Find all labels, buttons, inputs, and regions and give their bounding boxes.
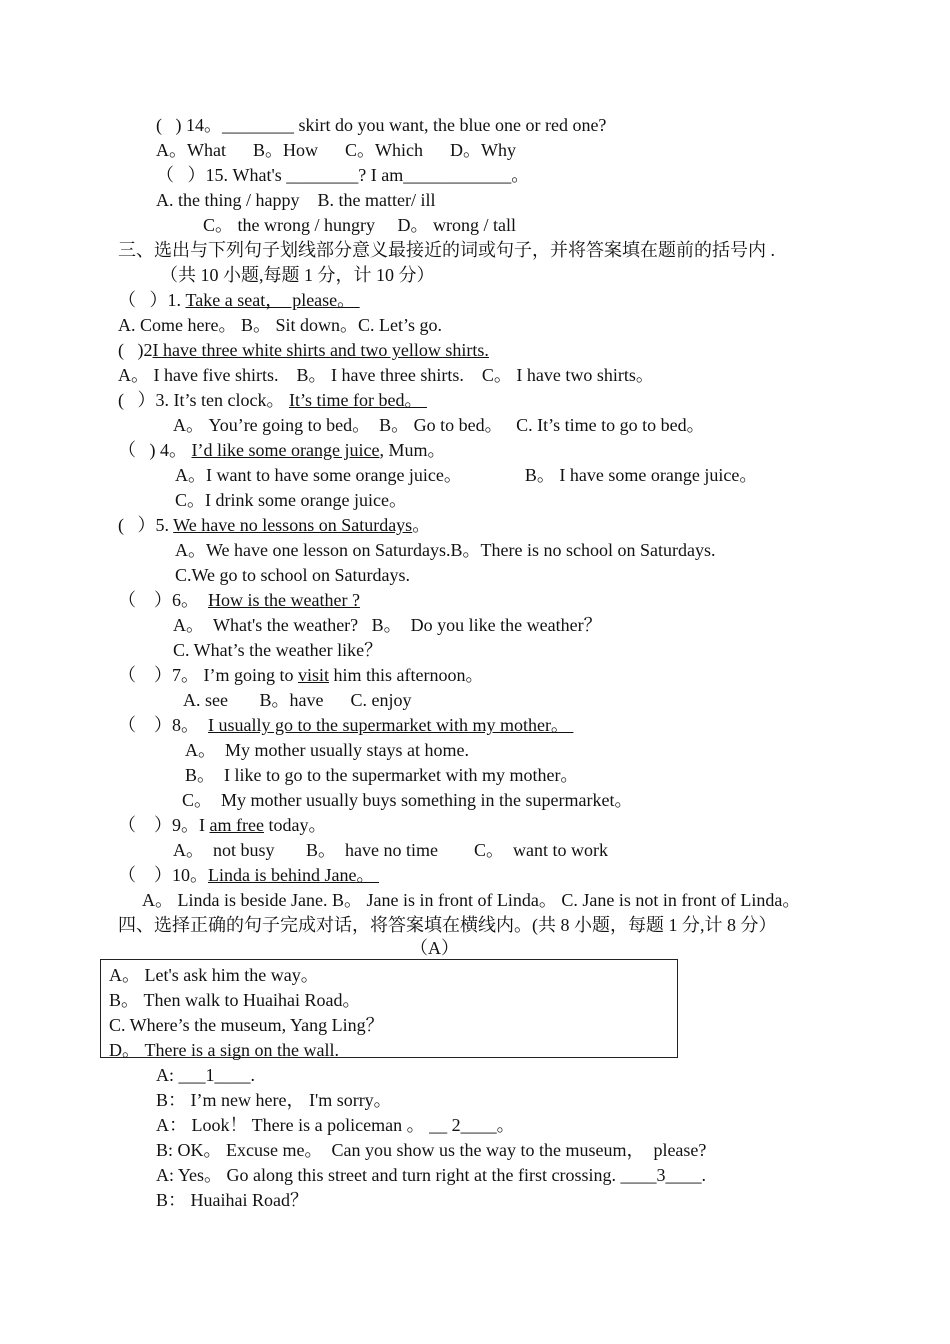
s3-q4-prefix: （ ) 4。	[118, 440, 192, 460]
s3-q5-options-c: C.We go to school on Saturdays.	[175, 565, 411, 585]
q14-stem-suffix: skirt do you want, the blue one or red one?	[298, 115, 607, 135]
s3-q7-prefix: （ ）7。 I’m going to	[118, 665, 298, 685]
dialogue-line-1: A: ___1____.	[156, 1065, 255, 1085]
question-15-options-2: C。 the wrong / hungry D。 wrong / tall	[203, 215, 516, 235]
s3-q9-stem	[118, 814, 326, 836]
s3-q7-stem	[118, 664, 484, 686]
s3-q4-suffix: , Mum。	[379, 440, 446, 460]
s3-q4-options-ab: A。I want to have some orange juice。 B。 I have some orange juice。	[175, 465, 758, 485]
dialogue-line-5: A: Yes。 Go along this street and turn right at the first crossing. ____3____.	[156, 1165, 706, 1185]
s3-q3-prefix: ( ）3. It’s ten clock。	[118, 390, 289, 410]
s3-q1-prefix: （ ）1.	[118, 290, 186, 310]
s3-q2-underlined: I have three white shirts and two yellow shirts.	[152, 340, 489, 360]
s3-q9-underlined: am free	[209, 815, 264, 835]
s3-q10-underlined: Linda is behind Jane。	[208, 865, 379, 885]
s3-q6-prefix: （ ）6。	[118, 590, 208, 610]
s3-q2-options: A。 I have five shirts. B。 I have three shirts. C。 I have two shirts。	[118, 365, 654, 385]
box-option-c: C. Where’s the museum, Yang Ling？	[109, 1015, 384, 1035]
s3-q5-suffix: 。	[412, 515, 431, 535]
s3-q9-suffix: today。	[263, 815, 327, 835]
dialogue-line-2: B： I’m new here， I'm sorry。	[156, 1090, 392, 1110]
section-3-title: 三、选出与下列句子划线部分意义最接近的词或句子，并将答案填在题前的括号内 .	[118, 240, 775, 260]
s3-q8-prefix: （ ）8。	[118, 715, 208, 735]
s3-q8-option-c: C。 My mother usually buys something in the supermarket。	[182, 790, 633, 810]
question-14-options: A。What B。How C。Which D。Why	[156, 140, 516, 160]
s3-q8-option-b: B。 I like to go to the supermarket with my mother。	[185, 765, 579, 785]
s3-q10-stem	[118, 864, 379, 886]
dialogue-line-6: B： Huaihai Road？	[156, 1190, 308, 1210]
box-option-b: B。 Then walk to Huaihai Road。	[109, 990, 361, 1010]
s3-q1-underlined: Take a seat， please。	[185, 290, 360, 310]
section-4-title: 四、选择正确的句子完成对话，将答案填在横线内。(共 8 小题，每题 1 分,计 8 分）	[118, 915, 777, 935]
s3-q9-options: A。 not busy B。 have no time C。 want to work	[173, 840, 608, 860]
s3-q8-stem	[118, 714, 573, 736]
question-15-options-1: A. the thing / happy B. the matter/ ill	[156, 190, 436, 210]
s3-q8-underlined: I usually go to the supermarket with my mother。	[208, 715, 574, 735]
s3-q3-options: A。 You’re going to bed。 B。 Go to bed。 C. It’s time to go to bed。	[173, 415, 705, 435]
s3-q7-options: A. see B。have C. enjoy	[183, 690, 412, 710]
s3-q10-options: A。 Linda is beside Jane. B。 Jane is in front of Linda。 C. Jane is not in front of Linda。	[142, 890, 801, 910]
s3-q6-stem	[118, 589, 360, 611]
s3-q1-stem	[118, 289, 360, 311]
s3-q7-underlined: visit	[298, 665, 330, 685]
q14-stem-prefix: ( ) 14。________	[156, 115, 299, 135]
dialogue-line-4: B: OK。 Excuse me。 Can you show us the way to the museum， please?	[156, 1140, 707, 1160]
dialogue-line-3: A： Look！ There is a policeman 。 __ 2____。	[156, 1115, 515, 1135]
s3-q6-underlined: How is the weather ?	[208, 590, 360, 610]
s3-q5-prefix: ( ）5.	[118, 515, 174, 535]
s3-q3-stem	[118, 389, 427, 411]
section-4-part-label: （A）	[410, 938, 459, 958]
s3-q6-options-ab: A。 What's the weather? B。 Do you like the weather？	[173, 615, 602, 635]
s3-q10-prefix: （ ）10。	[118, 865, 208, 885]
question-14-stem	[156, 114, 606, 136]
s3-q5-underlined: We have no lessons on Saturdays	[173, 515, 413, 535]
s3-q3-underlined: It’s time for bed。	[288, 390, 427, 410]
box-option-a: A。 Let's ask him the way。	[109, 965, 319, 985]
box-option-d: D。 There is a sign on the wall.	[109, 1040, 339, 1060]
s3-q5-options-ab: A。We have one lesson on Saturdays.B。There is no school on Saturdays.	[175, 540, 716, 560]
s3-q4-options-c: C。I drink some orange juice。	[175, 490, 407, 510]
s3-q4-stem	[118, 439, 445, 461]
s3-q1-options: A. Come here。 B。 Sit down。C. Let’s go.	[118, 315, 442, 335]
s3-q5-stem	[118, 514, 430, 536]
s3-q4-underlined: I’d like some orange juice	[191, 440, 380, 460]
s3-q7-suffix: him this afternoon。	[329, 665, 484, 685]
s3-q2-stem	[118, 339, 489, 361]
question-15-stem: （ ）15. What's ________? I am____________。	[156, 165, 530, 185]
s3-q6-options-c: C. What’s the weather like？	[173, 640, 383, 660]
s3-q8-option-a: A。 My mother usually stays at home.	[185, 740, 469, 760]
s3-q9-prefix: （ ）9。I	[118, 815, 210, 835]
s3-q2-prefix: ( )2	[118, 340, 153, 360]
section-3-subtitle: （共 10 小题,每题 1 分，计 10 分）	[160, 265, 435, 285]
